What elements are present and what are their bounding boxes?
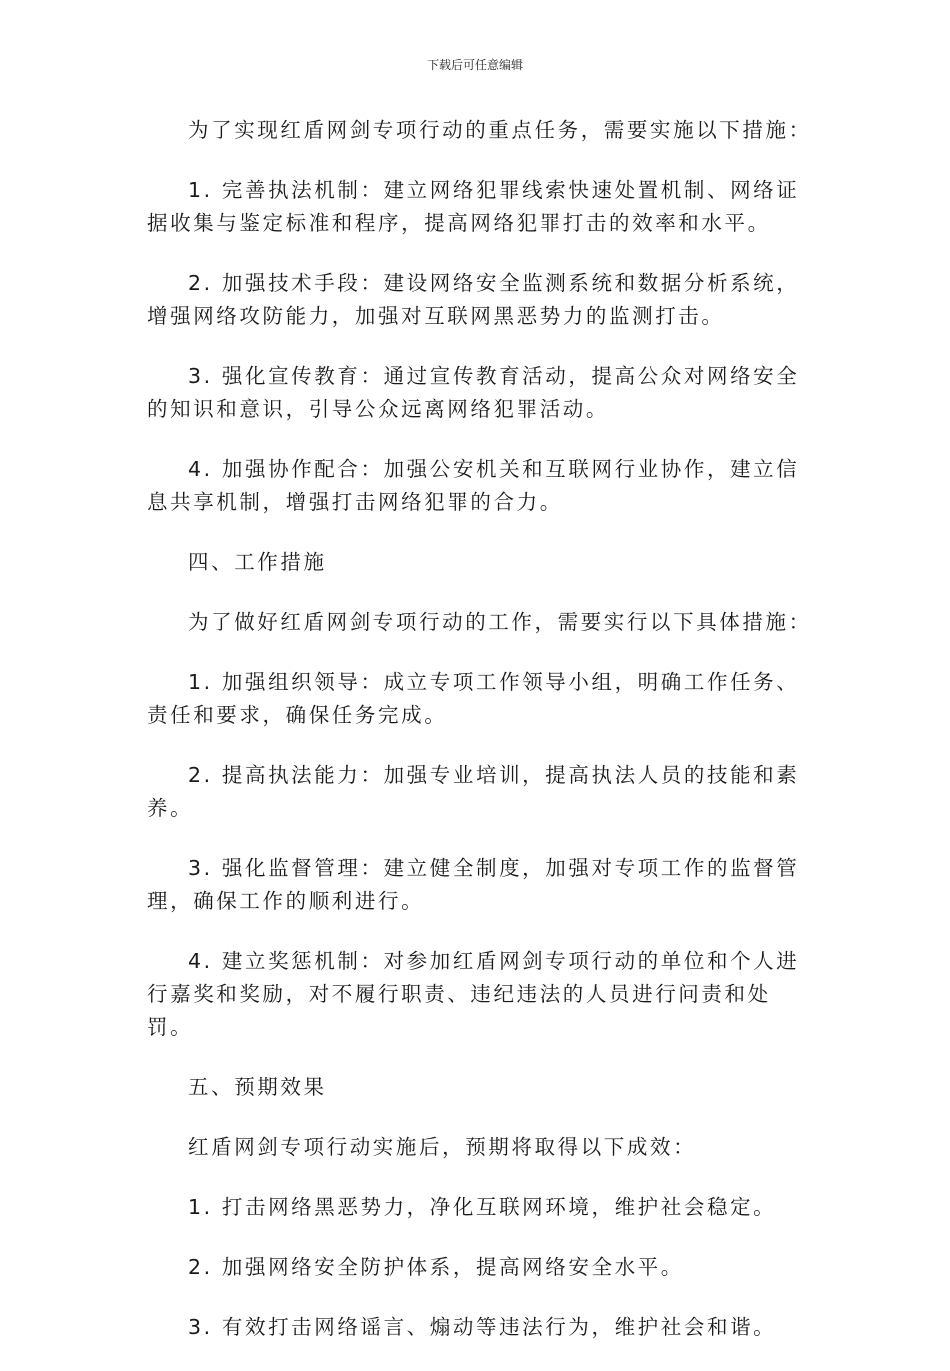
paragraph-work-measure-4: 4. 建立奖惩机制：对参加红盾网剑专项行动的单位和个人进行嘉奖和奖励，对不履行职责、违纪违法的人员进行问责和处罚。: [147, 949, 800, 1039]
paragraph-measure-1: 1. 完善执法机制：建立网络犯罪线索快速处置机制、网络证据收集与鉴定标准和程序，提高网络犯罪打击的效率和水平。: [147, 178, 800, 235]
paragraph-work-measure-2: 2. 提高执法能力：加强专业培训，提高执法人员的技能和素养。: [147, 763, 800, 820]
section-heading-work-measures: 四、工作措施: [188, 550, 327, 574]
paragraph-measure-4: 4. 加强协作配合：加强公安机关和互联网行业协作，建立信息共享机制，增强打击网络犯罪的合力。: [147, 457, 800, 514]
paragraph-effect-2: 2. 加强网络安全防护体系，提高网络安全水平。: [188, 1255, 684, 1279]
paragraph-intro-expected-effects: 红盾网剑专项行动实施后，预期将取得以下成效：: [188, 1135, 697, 1159]
paragraph-work-measure-1: 1. 加强组织领导：成立专项工作领导小组，明确工作任务、责任和要求，确保任务完成。: [147, 670, 800, 727]
paragraph-intro-work-measures: 为了做好红盾网剑专项行动的工作，需要实行以下具体措施：: [188, 610, 812, 634]
paragraph-effect-3: 3. 有效打击网络谣言、煽动等违法行为，维护社会和谐。: [188, 1315, 777, 1339]
page-header: 下载后可任意编辑: [426, 58, 523, 72]
paragraph-intro-measures: 为了实现红盾网剑专项行动的重点任务，需要实施以下措施：: [188, 118, 812, 142]
document-body: [147, 114, 812, 1371]
paragraph-measure-2: 2. 加强技术手段：建设网络安全监测系统和数据分析系统，增强网络攻防能力，加强对互联网黑恶势力的监测打击。: [147, 271, 800, 328]
section-heading-expected-effects: 五、预期效果: [188, 1075, 327, 1099]
paragraph-work-measure-3: 3. 强化监督管理：建立健全制度，加强对专项工作的监督管理，确保工作的顺利进行。: [147, 856, 800, 913]
paragraph-measure-3: 3. 强化宣传教育：通过宣传教育活动，提高公众对网络安全的知识和意识，引导公众远离网络犯罪活动。: [147, 364, 800, 421]
paragraph-effect-1: 1. 打击网络黑恶势力，净化互联网环境，维护社会稳定。: [188, 1195, 777, 1219]
